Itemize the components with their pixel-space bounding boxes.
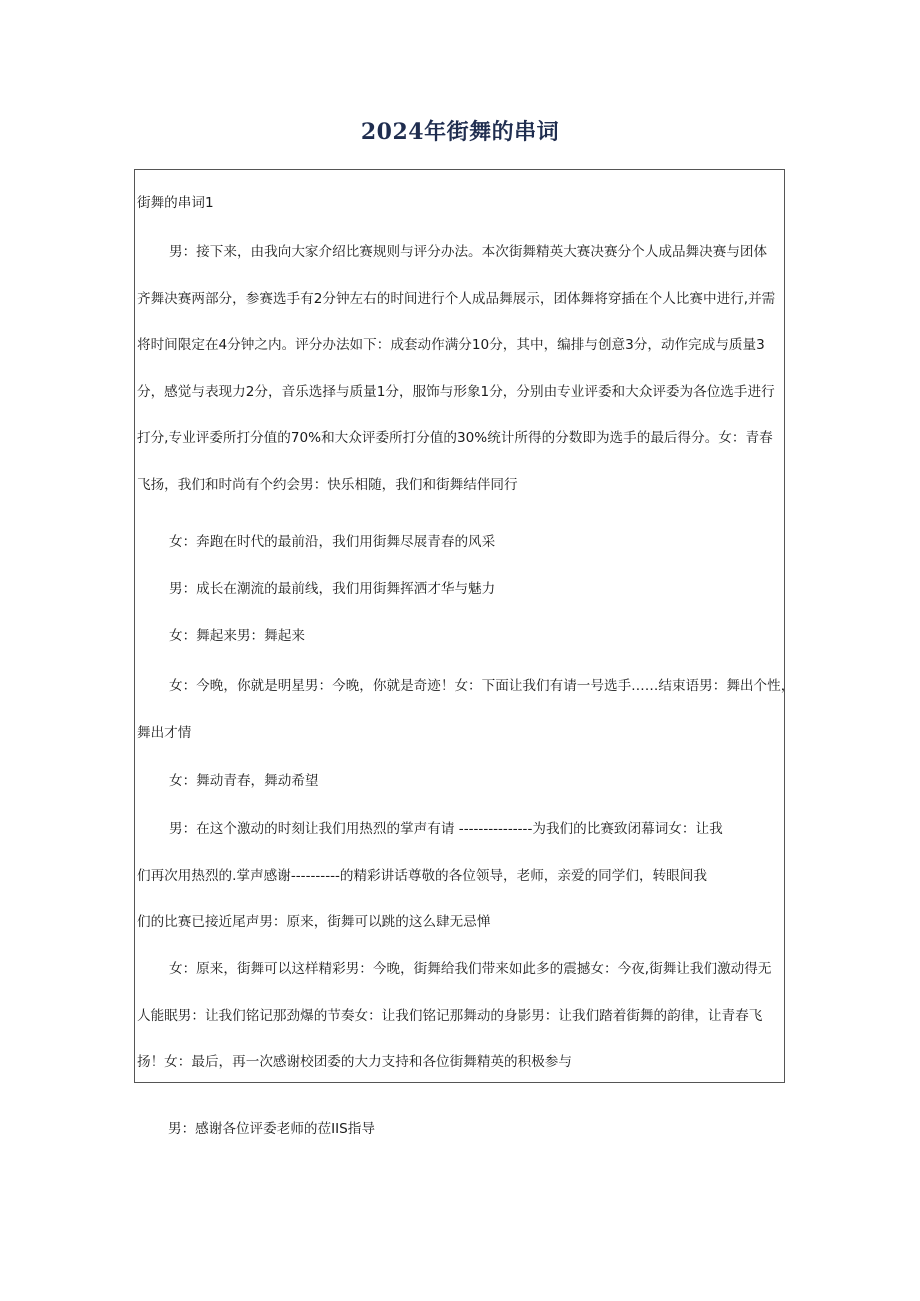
section-heading-text: 街舞的串词1 bbox=[137, 195, 214, 211]
paragraph-line: 齐舞决赛两部分，参赛选手有2分钟左右的时间进行个人成品舞展示，团体舞将穿插在个人比赛中进行,并需 bbox=[137, 290, 776, 307]
paragraph-2 bbox=[137, 519, 782, 566]
document-title: 2024年街舞的串词 bbox=[360, 119, 560, 145]
paragraph-3 bbox=[137, 566, 782, 613]
paragraph-6 bbox=[137, 758, 782, 805]
paragraph-line: 男：成长在潮流的最前线，我们用街舞挥洒才华与魅力 bbox=[169, 581, 496, 597]
paragraph-line: 女：奔跑在时代的最前沿，我们用街舞尽展青春的风采 bbox=[169, 534, 496, 550]
paragraph-5 bbox=[137, 663, 795, 756]
paragraph-rules bbox=[137, 229, 782, 508]
paragraph-line: 扬！女：最后，再一次感谢校团委的大力支持和各位街舞精英的积极参与 bbox=[137, 1054, 572, 1070]
section-heading bbox=[137, 180, 782, 227]
content-box bbox=[134, 169, 795, 1083]
paragraph-line: 人能眠男：让我们铭记那劲爆的节奏女：让我们铭记那舞动的身影男：让我们踏着街舞的韵律，让青春飞 bbox=[137, 1007, 763, 1024]
paragraph-line: 女：舞动青春，舞动希望 bbox=[169, 773, 319, 789]
paragraph-line: 女：舞起来男：舞起来 bbox=[169, 628, 305, 644]
paragraph-line: 男：接下来，由我向大家介绍比赛规则与评分办法。本次街舞精英大赛决赛分个人成品舞决赛与团体 bbox=[169, 244, 768, 260]
paragraph-line: 女：原来，街舞可以这样精彩男：今晚，街舞给我们带来如此多的震撼女：今夜,街舞让我们激动得无 bbox=[169, 961, 772, 977]
paragraph-line: 男：在这个激动的时刻让我们用热烈的掌声有请 ---------------为我们的比赛致闭幕词女：让我 bbox=[169, 821, 723, 837]
paragraph-line: 飞扬，我们和时尚有个约会男：快乐相随，我们和街舞结伴同行 bbox=[137, 476, 518, 493]
paragraph-line: 舞出才情 bbox=[137, 724, 192, 741]
paragraph-4 bbox=[137, 613, 782, 660]
paragraph-7 bbox=[137, 806, 782, 946]
paragraph-8 bbox=[137, 946, 782, 1086]
paragraph-line: 女：今晚，你就是明星男：今晚，你就是奇迹！女：下面让我们有请一号选手……结束语男：舞出个性， bbox=[169, 678, 795, 694]
paragraph-line: 分，感觉与表现力2分，音乐选择与质量1分，服饰与形象1分，分别由专业评委和大众评委为各位选手进行 bbox=[137, 383, 775, 400]
paragraph-line: 打分,专业评委所打分值的70%和大众评委所打分值的30%统计所得的分数即为选手的最后得分。女：青春 bbox=[137, 430, 773, 446]
closing-paragraph: 男：感谢各位评委老师的莅IIS指导 bbox=[168, 1121, 375, 1137]
paragraph-line: 们的比赛已接近尾声男：原来，街舞可以跳的这么肆无忌惮 bbox=[137, 914, 491, 930]
paragraph-line: 将时间限定在4分钟之内。评分办法如下：成套动作满分10分，其中，编排与创意3分，动作完成与质量3 bbox=[137, 337, 765, 353]
paragraph-line: 们再次用热烈的.掌声感谢----------的精彩讲话尊敬的各位领导，老师，亲爱的同学们，转眼间我 bbox=[137, 867, 707, 884]
